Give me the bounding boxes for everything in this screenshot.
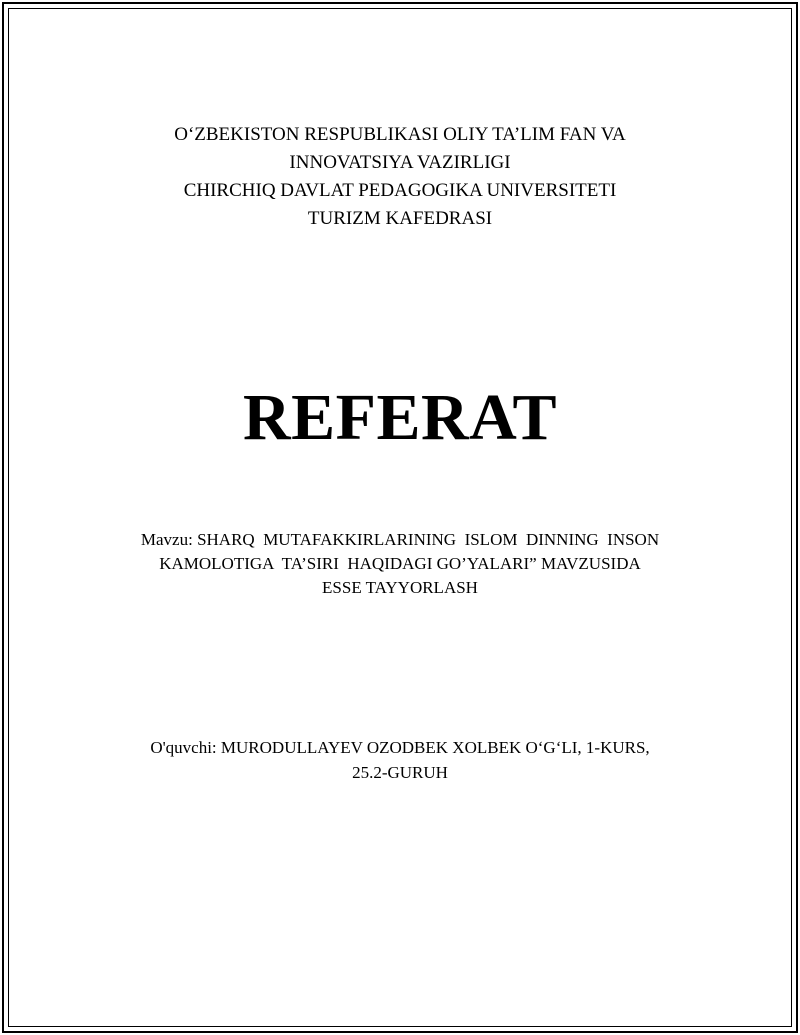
institution-header [0,121,800,233]
department-name: TURIZM KAFEDRASI [307,208,493,229]
ministry-line-2: INNOVATSIYA VAZIRLIGI [289,152,511,173]
title-text: REFERAT [243,381,557,454]
document-title [0,378,800,458]
student-block [0,735,800,785]
topic-line-1: Mavzu: SHARQ MUTAFAKKIRLARINING ISLOM DINNING INSON [140,530,660,549]
student-line-2: 25.2-GURUH [352,763,448,782]
student-line-1: O'quvchi: MURODULLAYEV OZODBEK XOLBEK O‘G‘LI, 1-KURS, [150,738,650,757]
topic-block [0,528,800,600]
ministry-line-1: O‘ZBEKISTON RESPUBLIKASI OLIY TA’LIM FAN VA [174,124,626,145]
topic-line-2: KAMOLOTIGA TA’SIRI HAQIDAGI GO’YALARI” MAVZUSIDA [159,554,641,573]
university-name: CHIRCHIQ DAVLAT PEDAGOGIKA UNIVERSITETI [183,180,617,201]
topic-line-3: ESSE TAYYORLASH [322,578,478,597]
